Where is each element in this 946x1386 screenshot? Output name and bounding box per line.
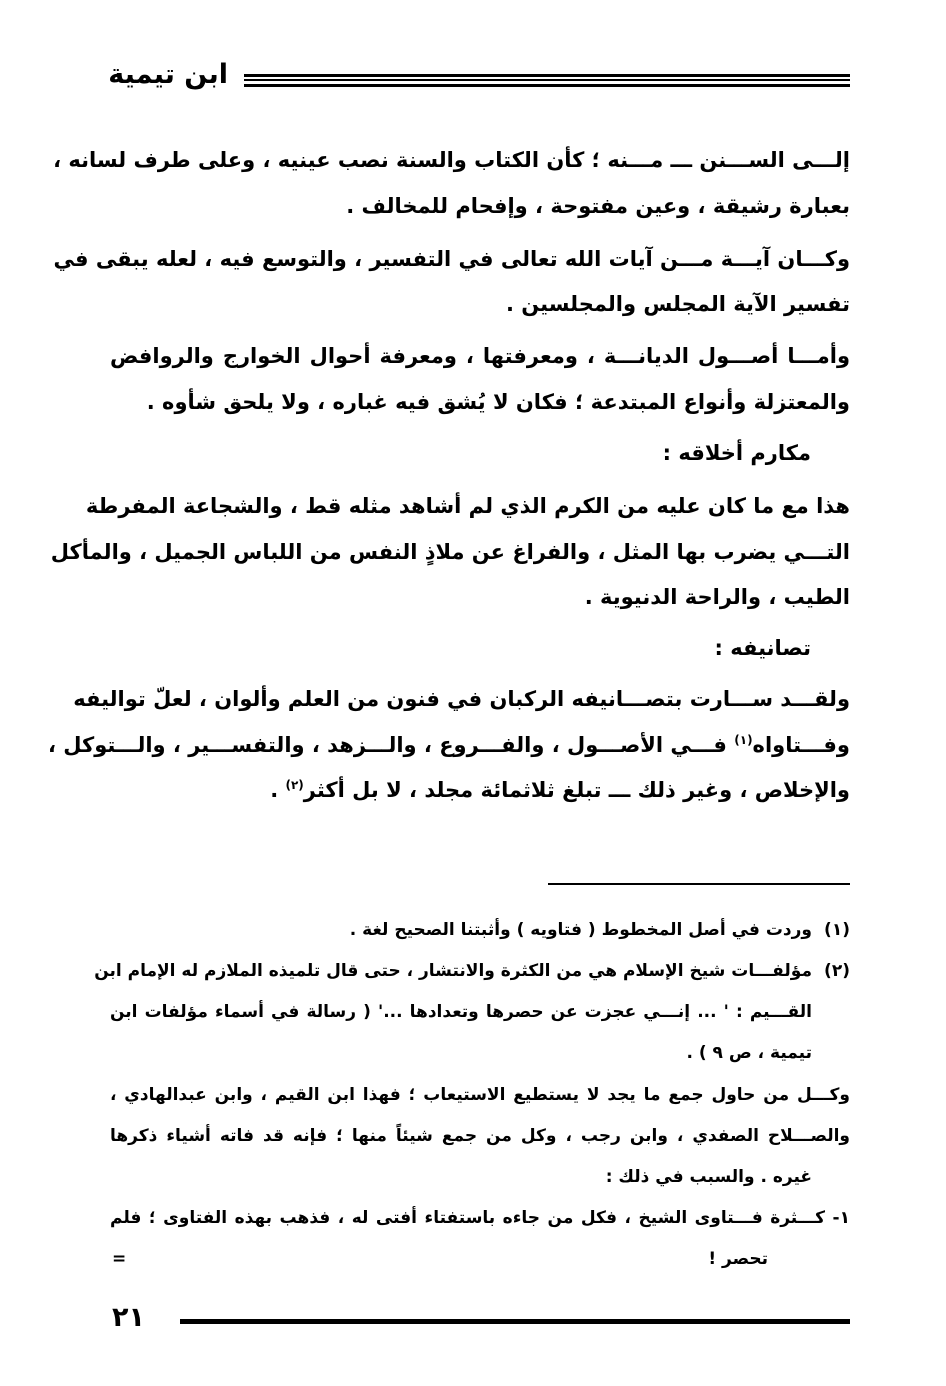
footnote-line: والصـــلاح الصفدي ، وابن رجب ، وكل من جمع شيئاً منها ؛ فإنه قد فاته أشياء ذكرها [110, 1126, 850, 1146]
body-line: ولقـــد ســـارت بتصـــانيفه الركبان في فنون من العلم وألوان ، لعلّ تواليفه [73, 687, 850, 711]
body-line: بعبارة رشيقة ، وعين مفتوحة ، وإفحام للمخالف . [346, 194, 850, 218]
footer-rule [180, 1319, 850, 1324]
continuation-mark: = [112, 1249, 127, 1269]
body-line: الطيب ، والراحة الدنيوية . [584, 585, 850, 609]
footnote-line: تحصر ! [708, 1249, 768, 1269]
footnote-line: تيمية ، ص ٩ ) . [686, 1043, 812, 1063]
body-line [47, 723, 850, 767]
section-heading: مكارم أخلاقه : [662, 441, 811, 465]
body-text: وفـــتاواه [752, 733, 850, 757]
footnote-reference[interactable]: (١) [734, 733, 753, 747]
running-header-title: ابن تيمية [108, 59, 228, 90]
footnote-number: (١) [824, 920, 850, 940]
footnote-line: مؤلفـــات شيخ الإسلام هي من الكثرة والانتشار ، حتى قال تلميذه الملازم له الإمام ابن [94, 961, 812, 981]
footnote-line: وكـــل من حاول جمع ما يجد لا يستطيع الاستيعاب ؛ فهذا ابن القيم ، وابن عبدالهادي ، [110, 1085, 850, 1105]
body-text: فـــي الأصـــول ، والفـــروع ، والـــزهد ، والتفســـير ، والـــتوكل ، [47, 733, 735, 757]
body-line: وكـــان آيـــة مـــن آيات الله تعالى في التفسير ، والتوسع فيه ، لعله يبقى في [53, 247, 850, 271]
section-heading: تصانيفه : [714, 636, 811, 660]
footnote-line: القـــيم : ' ... إنـــي عجزت عن حصرها وتعدادها ...' ( رسالة في أسماء مؤلفات ابن [110, 1002, 812, 1022]
body-text: والإخلاص ، وغير ذلك ـــ تبلغ ثلاثمائة مجلد ، لا بل أكثر [303, 778, 850, 802]
body-line: إلـــى الســـنن ـــ مـــنه ؛ كأن الكتاب والسنة نصب عينيه ، وعلى طرف لسانه ، [53, 148, 850, 172]
body-text: . [270, 778, 286, 802]
footnote-line: وردت في أصل المخطوط ( فتاويه ) وأثبتنا الصحيح لغة . [349, 920, 812, 940]
footnote-reference[interactable]: (٢) [285, 778, 304, 792]
body-line: وأمـــا أصـــول الديانـــة ، ومعرفتها ، ومعرفة أحوال الخوارج والروافض [110, 344, 850, 368]
page-number: ٢١ [112, 1302, 145, 1333]
body-line [270, 768, 850, 812]
footnote-line: ١- كـــثرة فـــتاوى الشيخ ، فكل من جاءه باستفتاء أفتى له ، فذهب بهذه الفتاوى ؛ فلم [110, 1208, 850, 1228]
body-line: التـــي يضرب بها المثل ، والفراغ عن ملاذٍ النفس من اللباس الجميل ، والمأكل [50, 540, 850, 564]
body-line: هذا مع ما كان عليه من الكرم الذي لم أشاهد مثله قط ، والشجاعة المفرطة [85, 494, 850, 518]
header-rule [244, 74, 850, 87]
footnote-separator [548, 883, 850, 885]
body-line: والمعتزلة وأنواع المبتدعة ؛ فكان لا يُشق فيه غباره ، ولا يلحق شأوه . [146, 390, 850, 414]
footnote-number: (٢) [824, 961, 850, 981]
body-line: تفسير الآية المجلس والمجلسين . [506, 292, 850, 316]
footnote-line: غيره . والسبب في ذلك : [605, 1167, 812, 1187]
